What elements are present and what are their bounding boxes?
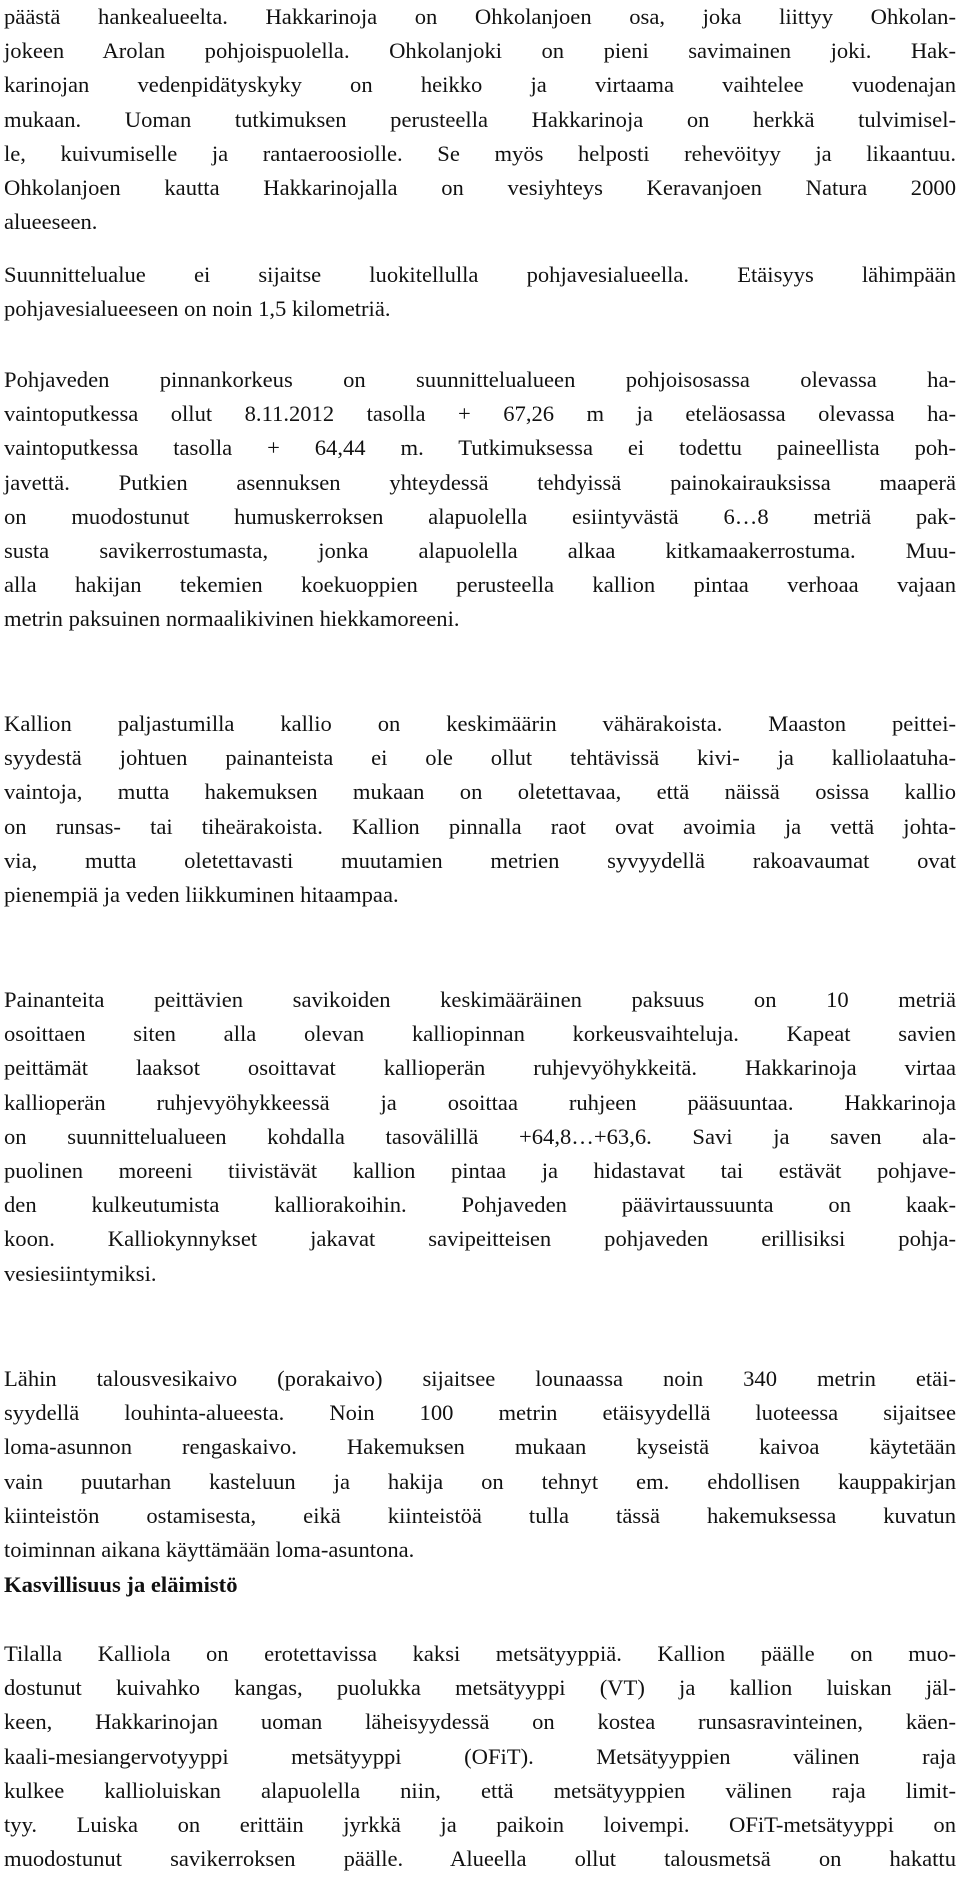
text-line: susta savikerrostumasta, jonka alapuolella alkaa kitkamaakerrostuma. Muu- xyxy=(4,537,956,563)
text-line: syydellä louhinta-alueesta. Noin 100 metrin etäisyydellä luoteessa sijaitsee xyxy=(4,1400,956,1426)
text-line: on runsas- tai tiheärakoista. Kallion pinnalla raot ovat avoimia ja vettä johta- xyxy=(4,813,956,839)
text-line: koon. Kalliokynnykset jakavat savipeitteisen pohjaveden erillisiksi pohja- xyxy=(4,1226,956,1252)
text-line: kallioperän ruhjevyöhykkeessä ja osoittaa ruhjeen pääsuuntaa. Hakkarinoja xyxy=(4,1089,956,1115)
text-line: päästä hankealueelta. Hakkarinoja on Ohkolanjoen osa, joka liittyy Ohkolan- xyxy=(4,4,956,29)
paragraph-hydrology xyxy=(4,0,956,239)
text-line: vesiesiintymiksi. xyxy=(4,1260,157,1286)
text-line: vaintoputkessa ollut 8.11.2012 tasolla + 67,26 m ja eteläosassa olevassa ha- xyxy=(4,401,956,427)
text-line: toiminnan aikana käyttämään loma-asuntona. xyxy=(4,1536,415,1562)
text-line: vain puutarhan kasteluun ja hakija on tehnyt em. ehdollisen kauppakirjan xyxy=(4,1468,956,1494)
text-line: loma-asunnon rengaskaivo. Hakemuksen mukaan kyseistä kaivoa käytetään xyxy=(4,1434,956,1460)
text-line: karinojan vedenpidätyskyky on heikko ja virtaama vaihtelee vuodenajan xyxy=(4,72,956,98)
text-line: tyy. Luiska on erittäin jyrkkä ja paikoin loivempi. OFiT-metsätyyppi on xyxy=(4,1811,956,1837)
text-line: vaintoputkessa tasolla + 64,44 m. Tutkimuksessa ei todettu paineellista poh- xyxy=(4,435,956,461)
text-line: dostunut kuivahko kangas, puolukka metsätyyppi (VT) ja kallion luiskan jäl- xyxy=(4,1675,956,1701)
paragraph-groundwater-level xyxy=(4,363,956,637)
text-line: metrin paksuinen normaalikivinen hiekkamoreeni. xyxy=(4,606,460,632)
text-line: jokeen Arolan pohjoispuolella. Ohkolanjoki on pieni savimainen joki. Hak- xyxy=(4,38,956,64)
text-line: Lähin talousvesikaivo (porakaivo) sijaitsee lounaassa noin 340 metrin etäi- xyxy=(4,1366,956,1391)
text-line: on muodostunut humuskerroksen alapuolella esiintyvästä 6…8 metriä pak- xyxy=(4,503,956,529)
text-line: puolinen moreeni tiivistävät kallion pintaa ja hidastavat tai estävät pohjave- xyxy=(4,1157,956,1183)
text-line: Kallion paljastumilla kallio on keskimäärin vähärakoista. Maaston peittei- xyxy=(4,711,956,736)
paragraph-vegetation xyxy=(4,1637,956,1876)
text-line: javettä. Putkien asennuksen yhteydessä tehdyissä painokairauksissa maaperä xyxy=(4,469,956,495)
text-line: Tilalla Kalliola on erotettavissa kaksi metsätyyppiä. Kallion päälle on muo- xyxy=(4,1641,956,1666)
text-line: peittämät laaksot osoittavat kallioperän ruhjevyöhykkeitä. Hakkarinoja virtaa xyxy=(4,1055,956,1081)
text-line: alla hakijan tekemien koekuoppien perusteella kallion pintaa verhoaa vajaan xyxy=(4,572,956,598)
text-line: Painanteita peittävien savikoiden keskimääräinen paksuus on 10 metriä xyxy=(4,987,956,1012)
text-line: osoittaen siten alla olevan kalliopinnan korkeusvaihteluja. Kapeat savien xyxy=(4,1021,956,1047)
text-line: kiinteistön ostamisesta, eikä kiinteistöä tulla tässä hakemuksessa kuvatun xyxy=(4,1502,956,1528)
paragraph-clay-layers xyxy=(4,983,956,1291)
text-line: Suunnittelualue ei sijaitse luokitellulla pohjavesialueella. Etäisyys lähimpään xyxy=(4,262,956,287)
text-line: alueeseen. xyxy=(4,209,98,235)
text-line: Ohkolanjoen kautta Hakkarinojalla on vesiyhteys Keravanjoen Natura 2000 xyxy=(4,174,956,200)
section-heading: Kasvillisuus ja eläimistö xyxy=(4,1572,238,1597)
text-line: Pohjaveden pinnankorkeus on suunnittelualueen pohjoisosassa olevassa ha- xyxy=(4,367,956,392)
text-line: mukaan. Uoman tutkimuksen perusteella Hakkarinoja on herkkä tulvimisel- xyxy=(4,106,956,132)
text-line: pienempiä ja veden liikkuminen hitaampaa. xyxy=(4,881,399,907)
text-line: kulkee kallioluiskan alapuolella niin, että metsätyyppien välinen raja limit- xyxy=(4,1777,956,1803)
text-line: muodostunut savikerroksen päälle. Alueella ollut talousmetsä on hakattu xyxy=(4,1846,956,1872)
text-line: pohjavesialueeseen on noin 1,5 kilometriä. xyxy=(4,296,391,322)
text-line: keen, Hakkarinojan uoman läheisyydessä on kostea runsasravinteinen, käen- xyxy=(4,1709,956,1735)
paragraph-wells xyxy=(4,1362,956,1567)
text-line: den kulkeutumista kalliorakoihin. Pohjaveden päävirtaussuunta on kaak- xyxy=(4,1192,956,1218)
text-line: le, kuivumiselle ja rantaeroosiolle. Se myös helposti rehevöityy ja likaantuu. xyxy=(4,140,956,166)
paragraph-groundwater-area xyxy=(4,258,956,326)
text-line: kaali-mesiangervotyyppi metsätyyppi (OFiT). Metsätyyppien välinen raja xyxy=(4,1743,956,1769)
text-line: syydestä johtuen painanteista ei ole ollut tehtävissä kivi- ja kalliolaatuha- xyxy=(4,745,956,771)
paragraph-bedrock xyxy=(4,707,956,912)
text-line: via, mutta oletettavasti muutamien metrien syvyydellä rakoavaumat ovat xyxy=(4,847,956,873)
text-line: on suunnittelualueen kohdalla tasovälillä +64,8…+63,6. Savi ja saven ala- xyxy=(4,1123,956,1149)
text-line: vaintoja, mutta hakemuksen mukaan on oletettavaa, että näissä osissa kallio xyxy=(4,779,956,805)
